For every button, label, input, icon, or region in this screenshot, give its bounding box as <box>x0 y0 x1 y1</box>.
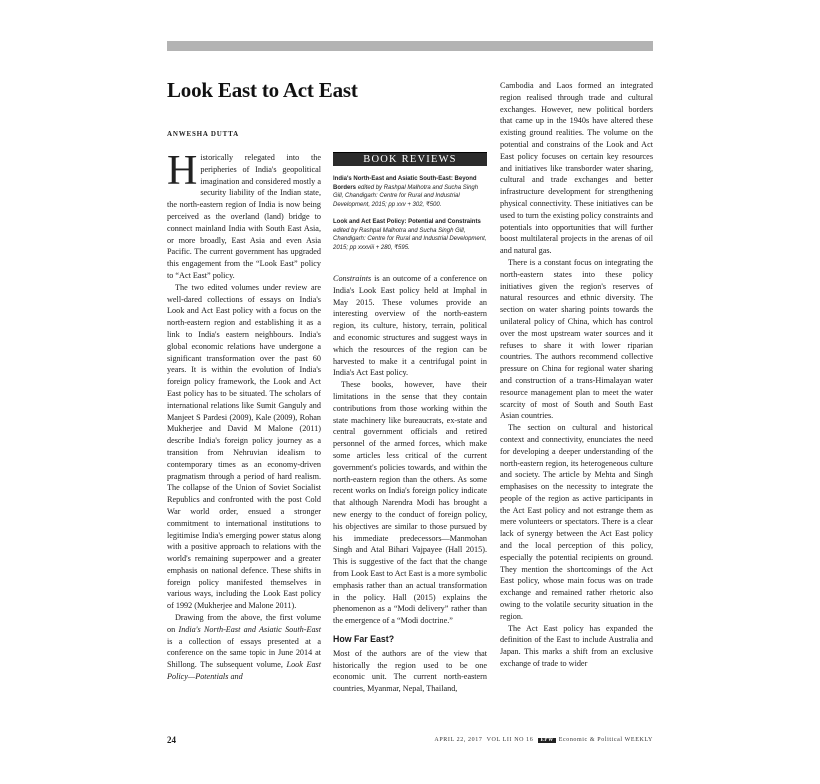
opening-paragraph: Historically relegated into the peripheries of India's geopolitical imagination and considered mostly a security liability of the Indian state, the north-eastern region of India is now being perceived as the overland (land) bridge to connect mainland India with South East Asia, or more broadly, East Asia and even Asia Pacific. The current government has upgraded this engagement from the “Look East” policy to “Act East” policy. <box>167 148 321 280</box>
paragraph: These books, however, have their limitations in the sense that they contain contributions from those working within the state machinery like bureaucrats, ex-state and central government officials and retired personnel of the armed forces, which make some articles less critical of the current government's policies towards, and within the north-eastern region than the others. As some recent works on India's foreign policy indicate that although Narendra Modi has brought a new energy to the conduct of foreign policy, his objectives are similar to those pursued by his immediate predecessors—Manmohan Singh and Atal Bihari Vajpayee (Hall 2015). This is suggestive of the fact that the change from Look East to Act East is a more symbolic emphasis rather than an actual transformation in the policy. Hall (2015) explains the phenomenon as a “Modi delivery” rather than the emergence of a “Modi doctrine.” <box>333 380 487 626</box>
volume-number: VOL LII NO 16 <box>486 737 534 743</box>
column-3 <box>500 80 653 670</box>
paragraph: Most of the authors are of the view that historically the region used to be one economic unit. The current north-eastern countries, Myanmar, Nepal, Thailand, <box>333 648 487 694</box>
column-1 <box>167 148 321 683</box>
issue-date: APRIL 22, 2017 <box>434 737 483 743</box>
journal-name: Economic & Political WEEKLY <box>558 737 653 743</box>
book-title: Look and Act East Policy: Potential and Constraints <box>333 219 481 225</box>
page-number: 24 <box>167 735 176 745</box>
paragraph: The section on cultural and historical context and connectivity, enunciates the need for developing a deeper understanding of the north-eastern region, its heterogeneous culture and society. The article by Mehta and Singh emphasises on the necessity to integrate the people of the region as active participants in the Act East policy and not estrange them as mere volunteers or spectators. There is a clear lack of synergy between the Act East policy and the local perception of this policy, especially the potential recipients on ground. They mention the shortcomings of the Act East policy, whose main focus was on trade exchange and remained rather rhetoric also owing to the volatile security situation in the region. <box>500 423 653 621</box>
epw-logo: EPW <box>540 738 554 743</box>
header-bar <box>167 41 653 51</box>
paragraph: Drawing from the above, the first volume on India's North-East and Asiatic South-East is a collection of essays presented at a conference on the same topic in June 2014 at Shillong. The subsequent volume, Look East Policy—Potentials and <box>167 613 321 682</box>
paragraph: Cambodia and Laos formed an integrated region realised through trade and cultural exchanges. However, new political borders that came up in the 1940s have altered these existing ground realities. The volume on the potential and constrains of the Look and Act East policy focuses on certain key resources and initiatives like transborder water sharing, cultural and trade exchanges and better infrastructure development for strengthening physical connectivity. These initiatives can be used to turn the existing policy constraints and potentials into opportunities that will further boost multilateral projects in the arenas of oil and natural gas. <box>500 81 653 256</box>
article-title: Look East to Act East <box>167 78 358 102</box>
column-2 <box>333 273 487 695</box>
author-name: ANWESHA DUTTA <box>167 130 239 138</box>
book-reviews-header: BOOK REVIEWS <box>333 152 487 166</box>
drop-cap: H <box>167 148 198 194</box>
book-details: edited by Rashpal Malhotra and Sucha Singh Gill, Chandigarh: Centre for Rural and Industrial Development, 2015; pp xxv + 302, ₹500. <box>333 184 479 208</box>
section-heading: How Far East? <box>333 633 395 644</box>
paragraph: There is a constant focus on integrating the north-eastern states into these policy initiatives given the region's reserves of natural resources and ethnic diversity. The section on water sharing points towards the unilateral policy of China, which has control over the most upstream water sources and it refuses to share it with lower riparian countries. The authors recommend collective pressure on China for regional water sharing and construction of a trans-Himalayan water resource management plan to meet the water scarcity of most of South and South East Asian countries. <box>500 257 653 421</box>
book-title: India's North-East and Asiatic South-East: Beyond Borders <box>333 176 477 191</box>
paragraph: Constraints is an outcome of a conference on India's Look East policy held at Imphal in May 2015. These volumes provide an interesting overview of the north-eastern region, its culture, history, terrain, political and economic structures and suggest ways in which the resources of the region can be harvested to make it a centrifugal point in India's Act East policy. <box>333 274 487 378</box>
book-entry <box>333 175 487 209</box>
book-entry <box>333 218 487 252</box>
book-details: edited by Rashpal Malhotra and Sucha Singh Gill, Chandigarh: Centre for Rural and Industrial Development, 2015; pp xxxviii + 280, ₹595. <box>333 227 487 251</box>
footer-info <box>434 737 653 743</box>
paragraph: The Act East policy has expanded the definition of the East to include Australia and Japan. This marks a shift from an exclusive exchange of trade to wider <box>500 623 653 669</box>
paragraph: The two edited volumes under review are well-dared collections of essays on India's Look and Act East policy with a focus on the north-eastern region and establishing it as a link to India's eastern neighbours. India's global economic relations have undergone a significant transformation over the past 60 years. It is within the evolution of India's foreign policy framework, the Look and Act East policy has to be situated. The scholars of international relations like Sumit Ganguly and Manjeet S Pardesi (2009), Kale (2009), Rohan Mukherjee and David M Malone (2011) describe India's foreign policy journey as a transition from Nehruvian idealism to contemporary times as an economy-driven pragmatism through a period of hard realism. The collapse of the Union of Soviet Socialist Republics and confronted with the post Cold War world order, ensued a stronger commitment to international institutions to legitimise India's emerging power status along with a positive approach to relations with the world's remaining superpower and a greater emphasis on national defence. These shifts in foreign policy manifested themselves in various ways, including the Look East policy of 1992 (Mukherjee and Malone 2011). <box>167 282 321 611</box>
book-reviews-box <box>333 152 487 252</box>
